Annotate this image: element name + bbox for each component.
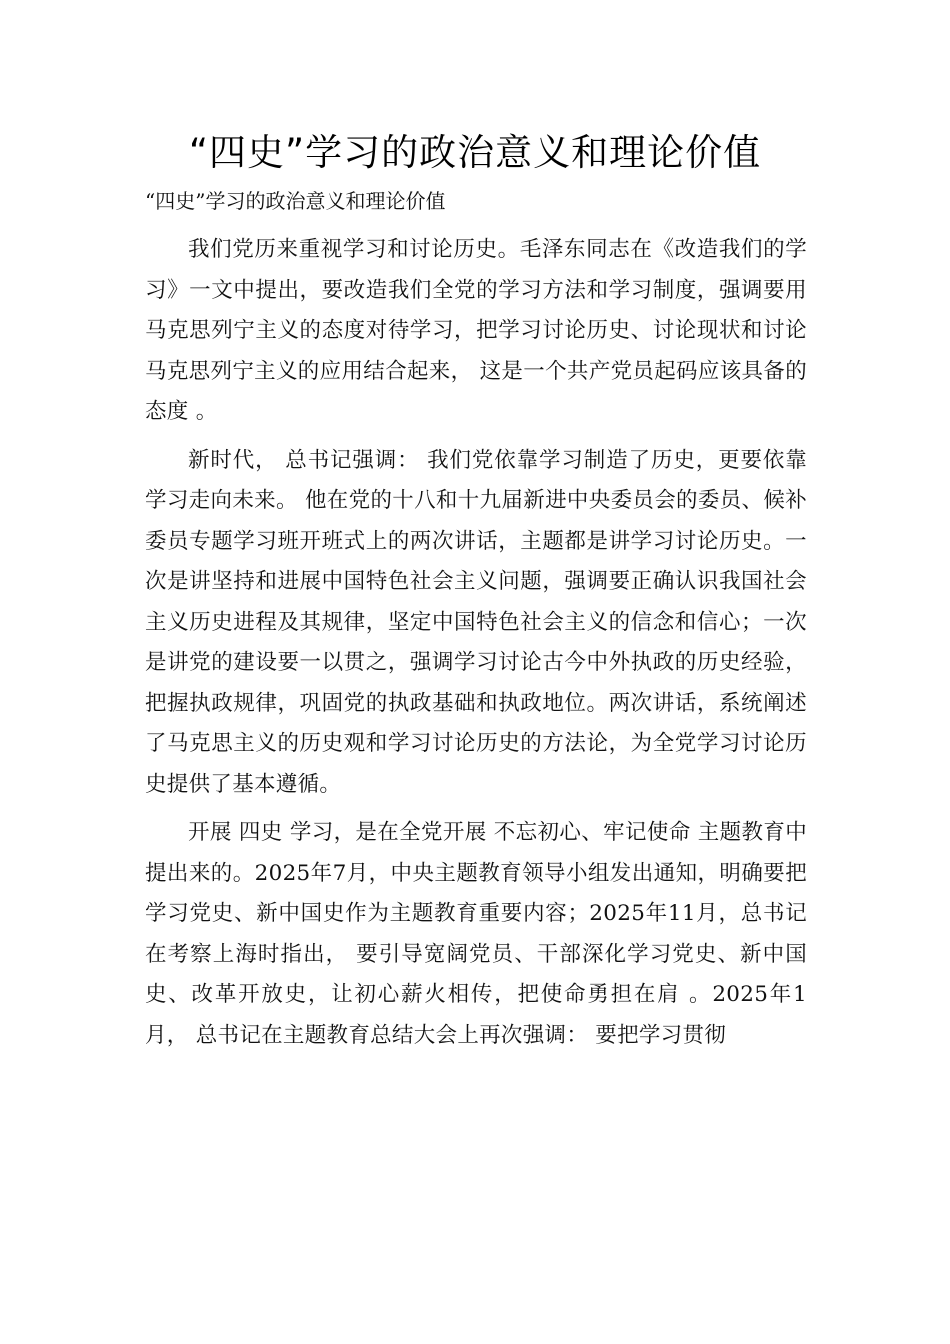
document-title: “四史”学习的政治意义和理论价值 [188, 131, 762, 174]
document-body [145, 230, 807, 1056]
document-subtitle: “四史”学习的政治意义和理论价值 [145, 189, 446, 213]
body-paragraph: 开展 四史 学习，是在全党开展 不忘初心、牢记使命 主题教育中提出来的。2025年7月，中央主题教育领导小组发出通知，明确要把学习党史、新中国史作为主题教育重要内容；2025年11月，总书记在考察上海时指出， 要引导宽阔党员、干部深化学习党史、新中国史、改革开放史，让初心薪火相传，把使命勇担在肩 。2025年1月， 总书记在主题教育总结大会上再次强调： 要把学习贯彻 [145, 820, 807, 1048]
body-paragraph: 新时代， 总书记强调： 我们党依靠学习制造了历史，更要依靠学习走向未来。 他在党的十八和十九届新进中央委员会的委员、候补委员专题学习班开班式上的两次讲话，主题都是讲学习讨论历史。一次是讲坚持和进展中国特色社会主义问题，强调要正确认识我国社会主义历史进程及其规律，坚定中国特色社会主义的信念和信心；一次是讲党的建设要一以贯之，强调学习讨论古今中外执政的历史经验，把握执政规律，巩固党的执政基础和执政地位。两次讲话，系统阐述了马克思主义的历史观和学习讨论历史的方法论，为全党学习讨论历史提供了基本遵循。 [145, 447, 807, 797]
body-paragraph: 我们党历来重视学习和讨论历史。毛泽东同志在《改造我们的学习》一文中提出，要改造我们全党的学习方法和学习制度，强调要用马克思列宁主义的态度对待学习，把学习讨论历史、讨论现状和讨论马克思列宁主义的应用结合起来， 这是一个共产党员起码应该具备的态度 。 [145, 237, 807, 424]
